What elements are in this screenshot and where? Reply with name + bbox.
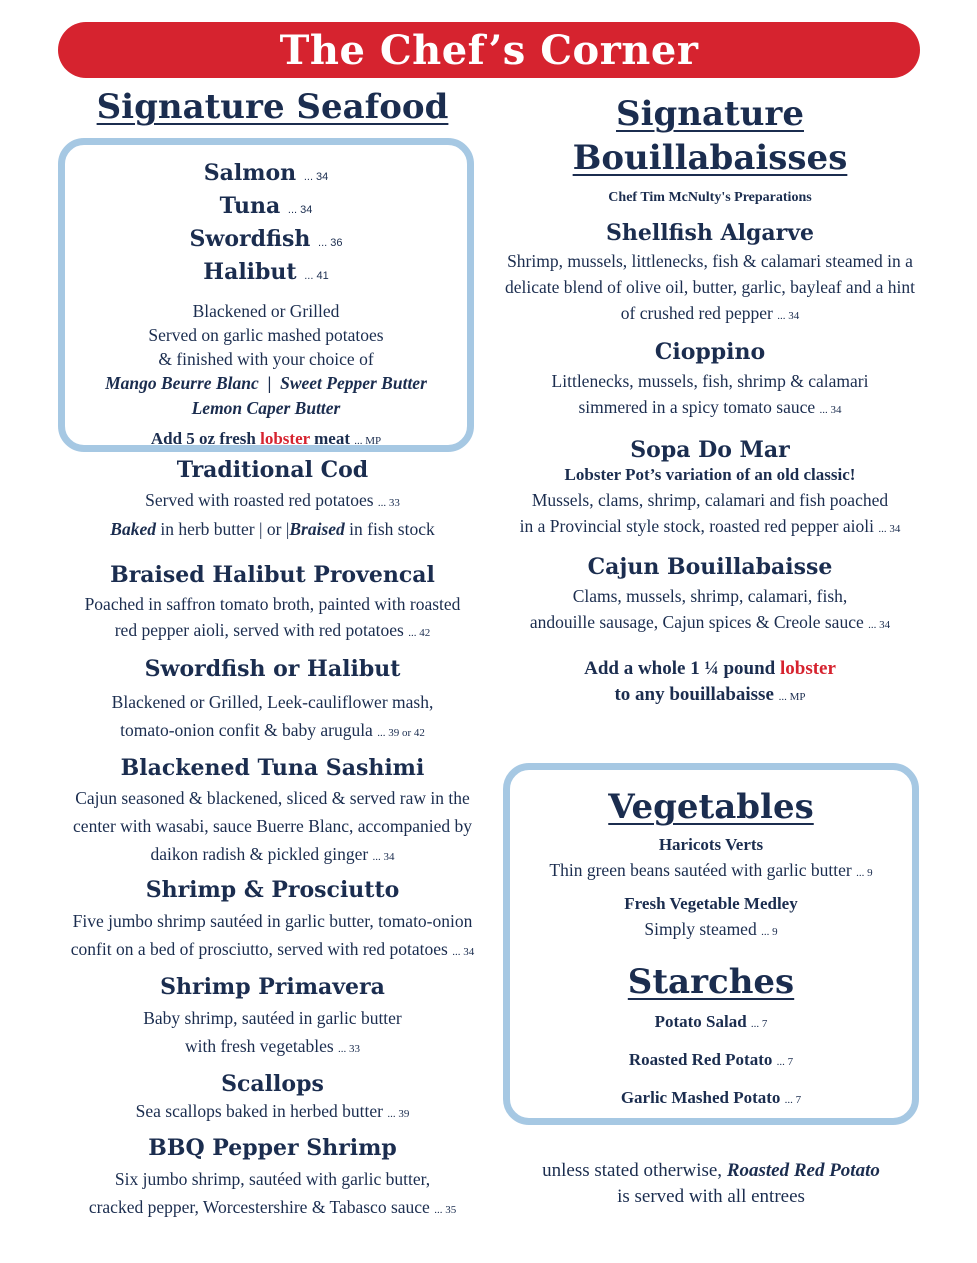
menu-item-shrimp-primavera: Shrimp Primavera Baby shrimp, sautéed in garlic butter with fresh vegetables ... 33 [143, 973, 402, 1057]
starch-item: Roasted Red Potato ... 7 [628, 1050, 794, 1070]
seafood-items [30, 457, 515, 1224]
bouillabaisse-column [495, 92, 925, 710]
lobster-addon: Add 5 oz fresh lobster meat ... MP [150, 429, 382, 448]
menu-item-bbq-pepper-shrimp: BBQ Pepper Shrimp Six jumbo shrimp, sautéed with garlic butter, cracked pepper, Worcestershire & Tabasco sauce ... 35 [88, 1134, 457, 1218]
fish-prep: Blackened or Grilled [192, 301, 340, 321]
side-item-name: Fresh Vegetable Medley [624, 894, 798, 914]
sides-box [503, 763, 919, 1125]
bouillabaisse-lobster-addon: Add a whole 1 ¼ pound lobster to any bouillabaisse ... MP [584, 657, 836, 705]
fish-item: Tuna ... 34 [219, 193, 313, 219]
menu-item-blackened-tuna-sashimi: Blackened Tuna Sashimi Cajun seasoned & blackened, sliced & served raw in the center with wasabi, sauce Buerre Blanc, accompanied by daikon radish & pickled ginger ... 34 [73, 755, 472, 864]
sauce-options: Mango Beurre Blanc | Sweet Pepper Butter [105, 373, 427, 393]
fish-selection-box [58, 138, 474, 452]
starch-item: Garlic Mashed Potato ... 7 [620, 1088, 802, 1108]
menu-item-braised-halibut: Braised Halibut Provencal Poached in saffron tomato broth, painted with roasted red pepper aioli, served with red potatoes ... 42 [84, 562, 461, 640]
page-title: The Chef’s Corner [279, 26, 699, 74]
fish-served-2: & finished with your choice of [158, 349, 374, 369]
section-title-starches: Starches [627, 962, 795, 1003]
menu-item-scallops: Scallops Sea scallops baked in herbed butter ... 39 [135, 1071, 410, 1121]
side-item-name: Haricots Verts [658, 835, 764, 855]
menu-item-traditional-cod: Traditional Cod Served with roasted red potatoes ... 33 Baked in herb butter | or |Braised in fish stock [110, 457, 435, 540]
section-title-signature-seafood: Signature Seafood [96, 87, 449, 127]
starch-item: Potato Salad ... 7 [654, 1012, 768, 1032]
menu-item-swordfish-or-halibut: Swordfish or Halibut Blackened or Grilled, Leek-cauliflower mash, tomato-onion confit & baby arugula ... 39 or 42 [111, 655, 434, 741]
menu-item-sopa-do-mar: Sopa Do Mar Lobster Pot’s variation of an old classic! Mussels, clams, shrimp, calamari and fish poached in a Provincial style stock, roasted red pepper aioli ... 34 [519, 436, 901, 537]
section-title-vegetables: Vegetables [608, 787, 814, 827]
header-banner [58, 22, 920, 78]
fish-item: Halibut ... 41 [203, 259, 329, 285]
menu-item-shrimp-prosciutto: Shrimp & Prosciutto Five jumbo shrimp sautéed in garlic butter, tomato-onion confit on a bed of prosciutto, served with red potatoes ... 34 [70, 876, 475, 959]
footer-note: unless stated otherwise, Roasted Red Potato is served with all entrees [542, 1160, 880, 1207]
side-item-desc: Simply steamed ... 9 [644, 919, 778, 940]
menu-item-shellfish-algarve: Shellfish Algarve Shrimp, mussels, littlenecks, fish & calamari steamed in a delicate blend of olive oil, butter, garlic, bayleaf and a hint of crushed red pepper ... 34 [505, 220, 915, 324]
sauce-lemon-caper: Lemon Caper Butter [191, 398, 341, 418]
menu-item-cajun-bouillabaisse: Cajun Bouillabaisse Clams, mussels, shrimp, calamari, fish, andouille sausage, Cajun spices & Creole sauce ... 34 [529, 554, 891, 632]
chef-preparations-subtitle: Chef Tim McNulty's Preparations [608, 190, 812, 205]
menu-item-cioppino: Cioppino Littlenecks, mussels, fish, shrimp & calamari simmered in a spicy tomato sauce ... 34 [551, 339, 869, 417]
fish-item: Salmon ... 34 [203, 160, 329, 186]
fish-served-1: Served on garlic mashed potatoes [148, 325, 384, 345]
section-title-bouillabaisses: Bouillabaisses [572, 138, 848, 178]
fish-item: Swordfish ... 36 [189, 226, 343, 252]
section-title-signature: Signature [616, 94, 804, 134]
side-item-desc: Thin green beans sautéed with garlic butter ... 9 [549, 860, 873, 881]
